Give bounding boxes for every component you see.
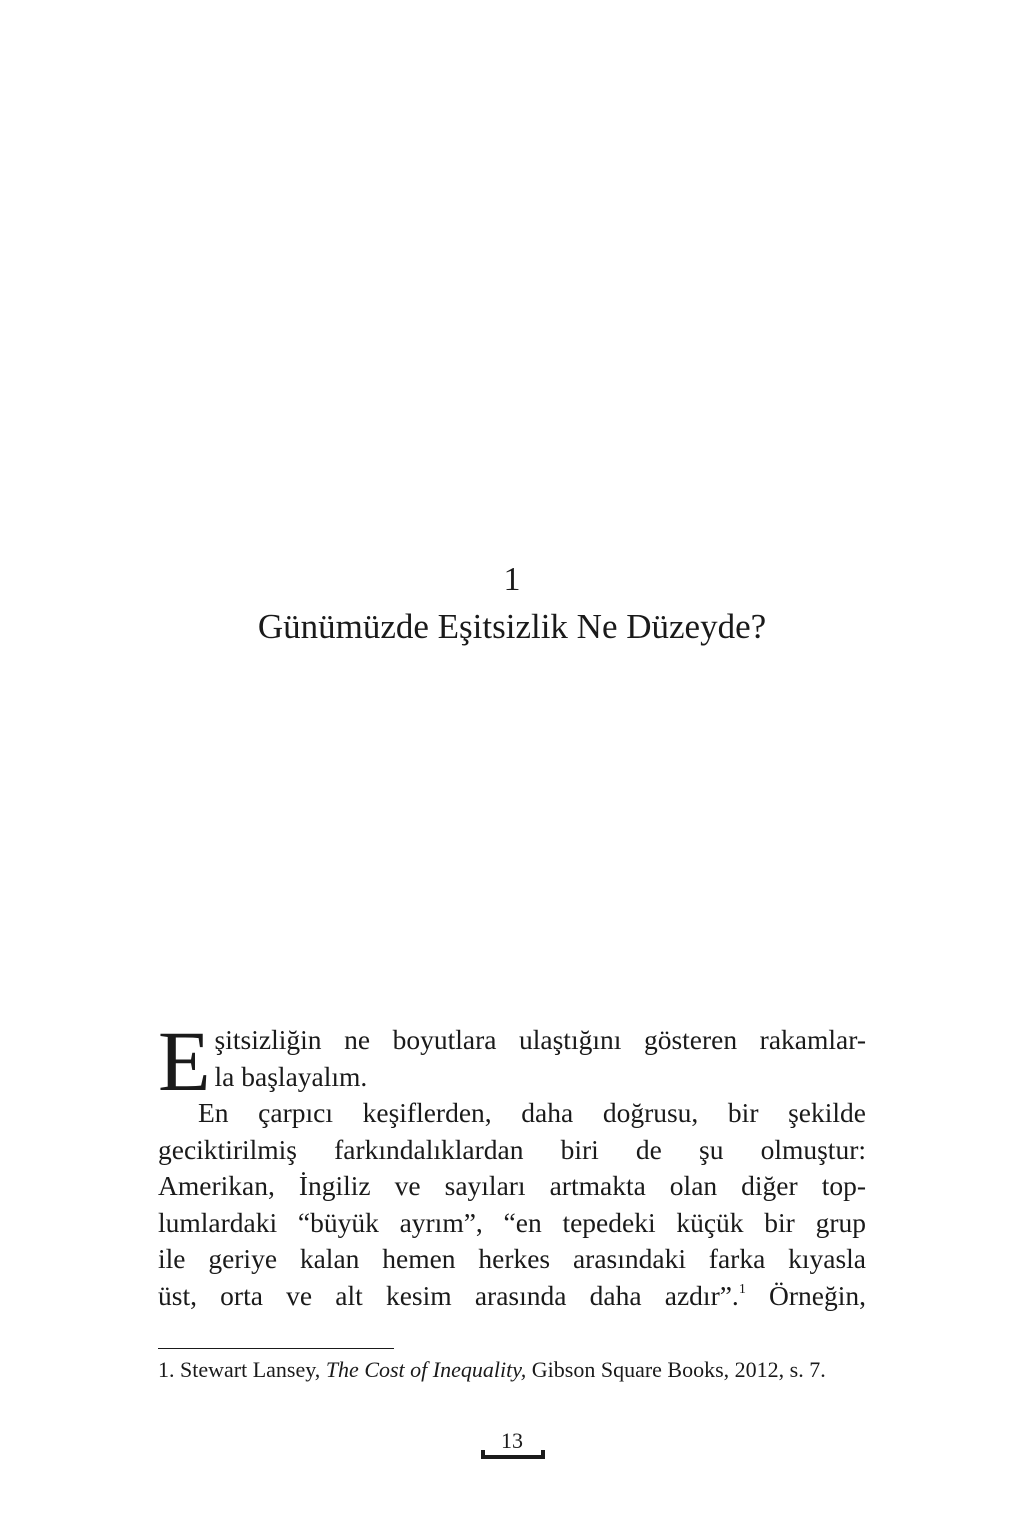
footnote-reference[interactable]: 1 (738, 1281, 746, 1297)
page-number: 13 (501, 1428, 523, 1453)
text-line: lumlardaki “büyük ayrım”, “en tepedeki küçük bir grup (158, 1206, 866, 1238)
text-line-last (158, 1278, 866, 1315)
text-line: ile geriye kalan hemen herkes arasındaki farka kıyasla (158, 1243, 866, 1274)
text-segment: Örneğin, (745, 1279, 866, 1311)
paragraph-2 (158, 1095, 866, 1314)
page-number-bracket (481, 1451, 545, 1459)
footnote-prefix: 1. Stewart Lansey, (158, 1357, 326, 1382)
chapter-number: 1 (503, 561, 521, 598)
footnote-divider (158, 1348, 394, 1349)
paragraph-1 (158, 1013, 866, 1109)
body-text (158, 1013, 866, 1314)
text-line: geciktirilmiş farkındalıklardan biri de şu olmuştur: (158, 1133, 866, 1165)
footnote-suffix: Gibson Square Books, 2012, s. 7. (526, 1357, 826, 1382)
footnote (158, 1355, 866, 1385)
drop-cap: E (158, 1013, 211, 1109)
text-line: Amerikan, İngiliz ve sayıları artmakta olan diğer top- (158, 1170, 866, 1201)
text-segment: üst, orta ve alt kesim arasında daha azdır”. (158, 1279, 739, 1311)
footnote-book-title: The Cost of Inequality, (325, 1357, 527, 1382)
chapter-title: Günümüzde Eşitsizlik Ne Düzeyde? (257, 607, 767, 646)
text-line: şitsizliğin ne boyutlara ulaştığını gösteren rakamlar- (214, 1024, 866, 1055)
text-line: En çarpıcı keşiflerden, daha doğrusu, bir şekilde (198, 1097, 866, 1128)
text-line: la başlayalım. (214, 1060, 368, 1092)
